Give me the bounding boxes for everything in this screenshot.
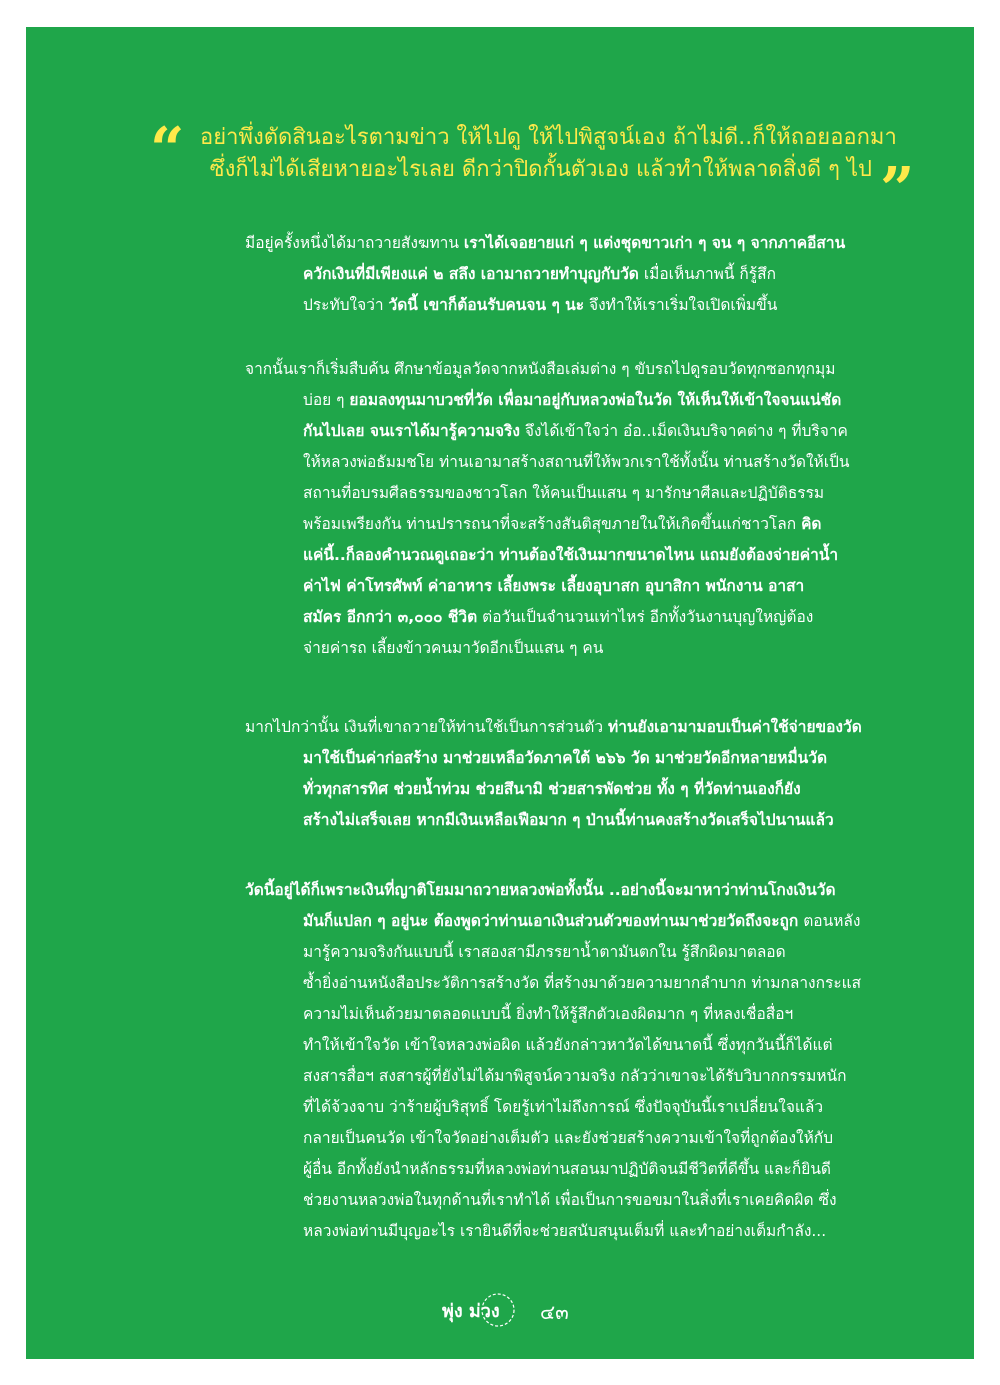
text-segment: ที่ได้จ้วงจาบ ว่าร้ายผู้บริสุทธิ์ โดยรู้เท่าไม่ถึงการณ์ ซึ่งปัจจุบันนี้เราเปลี่ยนใจแล้ว [303, 1098, 824, 1116]
bold-segment: ค่าไฟ ค่าโทรศัพท์ ค่าอาหาร เลี้ยงพระ เลี้ยงอุบาสก อุบาสิกา พนักงาน อาสา [303, 577, 805, 595]
text-line [245, 633, 892, 664]
text-line [245, 602, 892, 633]
bold-segment: คิด [801, 515, 822, 533]
page-number: ๔๓ [540, 1300, 569, 1324]
paragraph-3 [245, 712, 892, 836]
bold-segment: สมัคร อีกกว่า ๓,๐๐๐ ชีวิต [303, 608, 478, 626]
text-segment: จ่ายค่ารถ เลี้ยงข้าวคนมาวัดอีกเป็นแสน ๆ คน [303, 639, 604, 657]
text-line [245, 385, 892, 416]
text-line [245, 416, 892, 447]
text-line [245, 447, 892, 478]
text-line [245, 875, 892, 906]
text-segment: ช่วยงานหลวงพ่อในทุกด้านที่เราทำได้ เพื่อเป็นการขอขมาในสิ่งที่เราเคยคิดผิด ซึ่ง [303, 1191, 837, 1209]
footer [440, 1290, 600, 1330]
text-segment: ความไม่เห็นด้วยมาตลอดแบบนี้ ยิ่งทำให้รู้สึกตัวเองผิดมาก ๆ ที่หลงเชื่อสื่อฯ [303, 1005, 794, 1023]
bold-segment: ยอมลงทุนมาบวชที่วัด เพื่อมาอยู่กับหลวงพ่อในวัด ให้เห็นให้เข้าใจจนแน่ชัด [349, 391, 842, 409]
bold-segment: กันไปเลย จนเราได้มารู้ความจริง [303, 422, 520, 440]
bold-segment: แค่นี้..ก็ลองคำนวณดูเถอะว่า ท่านต้องใช้เงินมากขนาดไหน แถมยังต้องจ่ายค่าน้ำ [303, 546, 839, 564]
bold-segment: มันก็แปลก ๆ อยู่นะ ต้องพูดว่าท่านเอาเงินส่วนตัวของท่านมาช่วยวัดถึงจะถูก [303, 912, 799, 930]
text-line [245, 1154, 892, 1185]
bold-segment: วัดนี้ เขาก็ต้อนรับคนจน ๆ นะ [388, 296, 585, 314]
text-line [245, 1061, 892, 1092]
text-segment: ประทับใจว่า [303, 296, 389, 314]
text-line [245, 478, 892, 509]
text-line [245, 509, 892, 540]
text-segment: พร้อมเพรียงกัน ท่านปรารถนาที่จะสร้างสันติสุขภายในให้เกิดขึ้นแก่ชาวโลก [303, 515, 802, 533]
text-segment: เมื่อเห็นภาพนี้ ก็รู้สึก [638, 265, 776, 283]
text-segment: กลายเป็นคนวัด เข้าใจวัดอย่างเต็มตัว และยังช่วยสร้างความเข้าใจที่ถูกต้องให้กับ [303, 1129, 834, 1147]
bold-segment: ควักเงินที่มีเพียงแค่ ๒ สลึง เอามาถวายทำบุญกับวัด [303, 265, 639, 283]
bold-segment: เราได้เจอยายแก่ ๆ แต่งชุดขาวเก่า ๆ จน ๆ จากภาคอีสาน [463, 234, 846, 252]
text-line [245, 1185, 892, 1216]
text-line [245, 805, 892, 836]
text-segment: ซ้ำยิ่งอ่านหนังสือประวัติการสร้างวัด ที่สร้างมาด้วยความยากลำบาก ท่ามกลางกระแส [303, 974, 862, 992]
quote-line-2: ซึ่งก็ไม่ได้เสียหายอะไรเลย ดีกว่าปิดกั้นตัวเอง แล้วทำให้พลาดสิ่งดี ๆ ไป [209, 157, 872, 182]
text-line [245, 1030, 892, 1061]
text-segment: ผู้อื่น อีกทั้งยังนำหลักธรรมที่หลวงพ่อท่านสอนมาปฏิบัติจนมีชีวิตที่ดีขึ้น และก็ยินดี [303, 1160, 831, 1178]
paragraph-2 [245, 354, 892, 664]
text-line [245, 774, 892, 805]
text-segment: มารู้ความจริงกันแบบนี้ เราสองสามีภรรยาน้ำตามันตกใน รู้สึกผิดมาตลอด [303, 943, 786, 961]
bold-segment: มาใช้เป็นค่าก่อสร้าง มาช่วยเหลือวัดภาคใต้ ๒๖๖ วัด มาช่วยวัดอีกหลายหมื่นวัด [303, 749, 828, 767]
text-segment: ตอนหลัง [798, 912, 861, 930]
text-segment: ต่อวันเป็นจำนวนเท่าไหร่ อีกทั้งวันงานบุญใหญ่ต้อง [477, 608, 814, 626]
bold-segment: ท่านยังเอามามอบเป็นค่าใช้จ่ายของวัด [608, 718, 862, 736]
close-quote-mark: ” [880, 155, 915, 225]
text-line [245, 968, 892, 999]
bold-segment: ทั่วทุกสารทิศ ช่วยน้ำท่วม ช่วยสึนามิ ช่วยสารพัดช่วย ทั้ง ๆ ที่วัดท่านเองก็ยัง [303, 780, 801, 798]
text-segment: สงสารสื่อฯ สงสารผู้ที่ยังไม่ได้มาพิสูจน์ความจริง กลัวว่าเขาจะได้รับวิบากกรรมหนัก [303, 1067, 847, 1085]
text-line [245, 228, 892, 259]
text-segment: จากนั้นเราก็เริ่มสืบค้น ศึกษาข้อมูลวัดจากหนังสือเล่มต่าง ๆ ขับรถไปดูรอบวัดทุกซอกทุกมุม [245, 360, 836, 378]
text-line [245, 1123, 892, 1154]
quote-line-1: อย่าพึ่งตัดสินอะไรตามข่าว ให้ไปดู ให้ไปพิสูจน์เอง ถ้าไม่ดี..ก็ให้ถอยออกมา [200, 125, 897, 150]
bold-segment: วัดนี้อยู่ได้ก็เพราะเงินที่ญาติโยมมาถวายหลวงพ่อทั้งนั้น ..อย่างนี้จะมาหาว่าท่านโกงเงินวัด [245, 881, 836, 899]
text-line [245, 906, 892, 937]
paragraph-1 [245, 228, 892, 321]
paragraph-4 [245, 875, 892, 1247]
text-segment: มีอยู่ครั้งหนึ่งได้มาถวายสังฆทาน [245, 234, 464, 252]
pull-quote [150, 115, 920, 186]
text-line [245, 937, 892, 968]
bold-segment: สร้างไม่เสร็จเลย หากมีเงินเหลือเฟือมาก ๆ ป่านนี้ท่านคงสร้างวัดเสร็จไปนานแล้ว [303, 811, 834, 829]
text-segment: สถานที่อบรมศีลธรรมของชาวโลก ให้คนเป็นแสน ๆ มารักษาศีลและปฏิบัติธรรม [303, 484, 825, 502]
text-line [245, 712, 892, 743]
text-line [245, 354, 892, 385]
text-line [245, 259, 892, 290]
text-line [245, 571, 892, 602]
text-line [245, 1216, 892, 1247]
text-line [245, 290, 892, 321]
text-line [245, 999, 892, 1030]
text-segment: ทำให้เข้าใจวัด เข้าใจหลวงพ่อผิด แล้วยังกล่าวหาวัดได้ขนาดนี้ ซึ่งทุกวันนี้ก็ได้แต่ [303, 1036, 833, 1054]
text-segment: บ่อย ๆ [303, 391, 350, 409]
text-segment: ให้หลวงพ่อธัมมชโย ท่านเอามาสร้างสถานที่ให้พวกเราใช้ทั้งนั้น ท่านสร้างวัดให้เป็น [303, 453, 850, 471]
footer-logo-text: พุ่ง ม่วง [442, 1301, 500, 1322]
text-segment: จึงทำให้เราเริ่มใจเปิดเพิ่มขึ้น [584, 296, 778, 314]
text-line [245, 743, 892, 774]
text-segment: จึงได้เข้าใจว่า อ๋อ..เม็ดเงินบริจาคต่าง ๆ ที่บริจาค [519, 422, 848, 440]
text-line [245, 1092, 892, 1123]
text-segment: มากไปกว่านั้น เงินที่เขาถวายให้ท่านใช้เป็นการส่วนตัว [245, 718, 608, 736]
footer-logo [440, 1290, 540, 1330]
text-segment: หลวงพ่อท่านมีบุญอะไร เรายินดีที่จะช่วยสนับสนุนเต็มที่ และทำอย่างเต็มกำลัง... [303, 1222, 827, 1240]
text-line [245, 540, 892, 571]
open-quote-mark: “ [150, 115, 185, 185]
